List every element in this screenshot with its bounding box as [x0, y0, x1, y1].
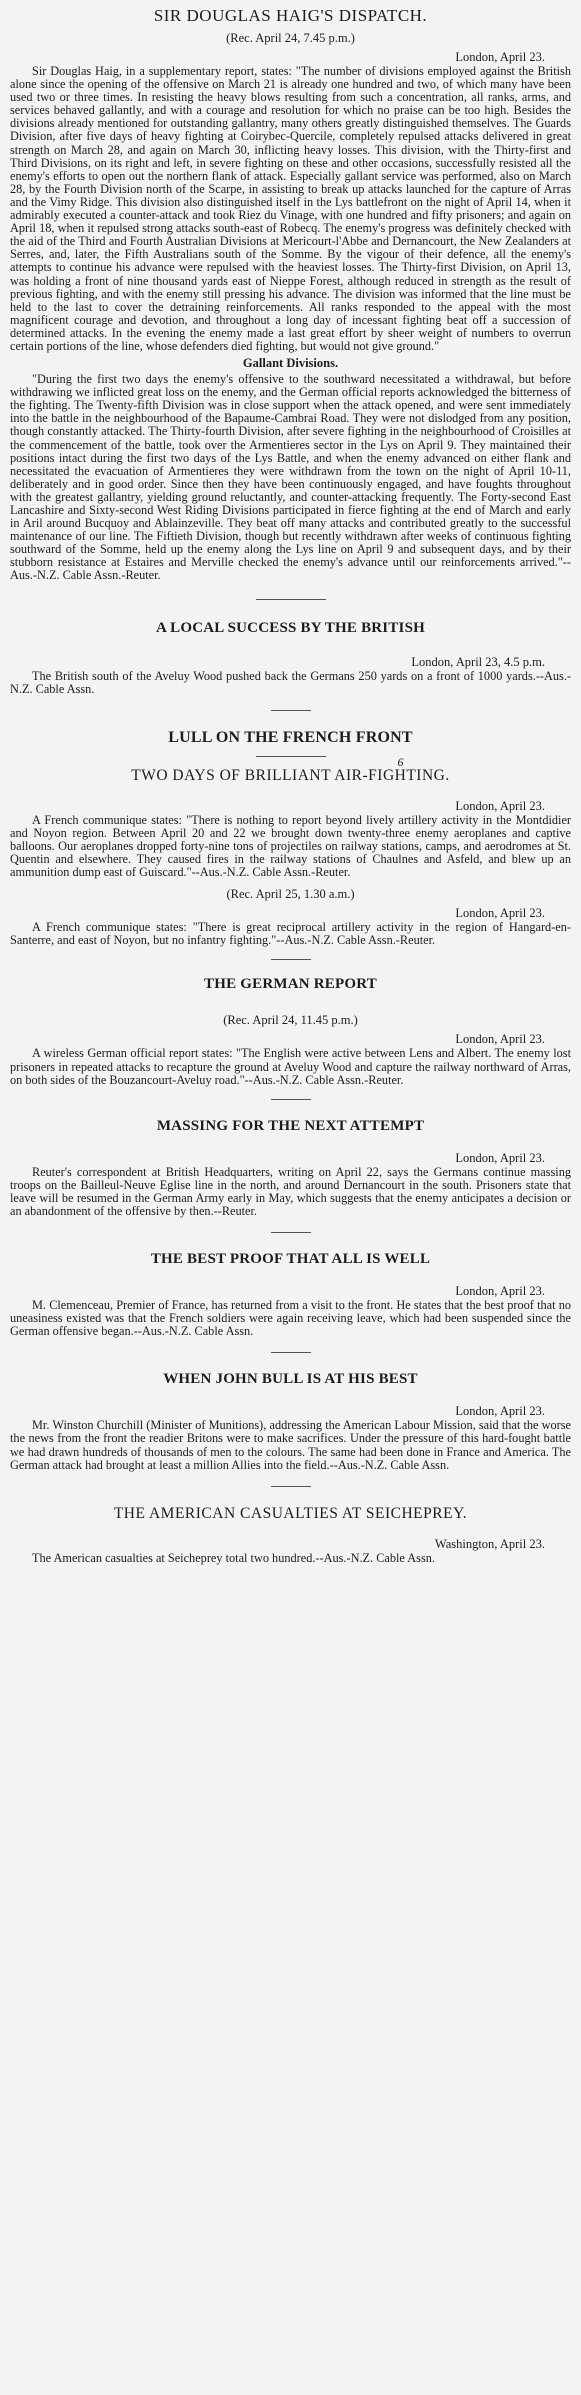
newspaper-column	[0, 6, 581, 1565]
headline: MASSING FOR THE NEXT ATTEMPT	[156, 1117, 425, 1134]
received-note: (Rec. April 24, 11.45 p.m.)	[223, 1013, 358, 1028]
dateline: London, April 23.	[455, 1150, 545, 1165]
divider	[271, 1486, 311, 1487]
received-note: (Rec. April 25, 1.30 a.m.)	[226, 887, 355, 902]
article-french-front	[10, 729, 571, 948]
headline: LULL ON THE FRENCH FRONT	[168, 728, 413, 746]
article-paragraph: "During the first two days the enemy's offensive to the southward necessitated a withdrawal, but before withdrawing we inflicted great loss on the enemy, and the German official reports acknowledged the bitterness of the fighting. The Twenty-fifth Division was in close support when the attack opened, and were sent immediately into the battle in the neighbourhood of the Bapaume-Cambrai Road. They were not dislodged from any position, though constantly attacked. The Thirty-fourth Division, after severe fighting in the neighbourhood of Croisilles at the commencement of the battle, took over the Armentieres sector in the Lys on April 9. They maintained their positions intact during the first two days of the Lys Battle, and when the enemy advanced on either flank and necessitated the evacuation of Armentieres they were withdrawn from the town on the night of April 10-11, deliberately and in good order. Since then they have been continuously engaged, and have foughts throughout with the greatest gallantry, yielding ground reluctantly, and counter-attacking frequently. The Forty-second East Lancashire and Sixty-second West Riding Divisions participated in fierce fighting at the end of March and early in Aril around Bucquoy and Ablainzeville. They beat off many attacks and contributed greatly to the successful maintenance of our line. The Fiftieth Division, though but recently withdrawn after weeks of continuous fighting southward of the Somme, held up the enemy along the Lys line on April 9 and subsequent days, and by their stubborn resistance at Estaires and Merville checked the enemy's advance until our reinforcements arrived."--Aus.-N.Z. Cable Assn.-Reuter.	[10, 372, 571, 583]
article-paragraph: The American casualties at Seicheprey total two hundred.--Aus.-N.Z. Cable Assn.	[32, 1550, 435, 1565]
article-german-report	[10, 976, 571, 1086]
article-paragraph: A wireless German official report states: "The English were active between Lens and Albert. The enemy lost prisoners in repeated attacks to recapture the ground at Aveluy Wood and capture the railway northward of Arras, on both sides of the Bouzancourt-Aveluy road."--Aus.-N.Z. Cable Assn.-Reuter.	[10, 1046, 571, 1087]
sub-headline: TWO DAYS OF BRILLIANT AIR-FIGHTING.	[131, 766, 450, 784]
dateline: London, April 23.	[455, 1032, 545, 1047]
dateline: London, April 23.	[455, 798, 545, 813]
stray-mark: 6	[397, 754, 404, 769]
headline: THE BEST PROOF THAT ALL IS WELL	[150, 1251, 431, 1268]
article-american-casualties	[10, 1505, 571, 1565]
headline: THE AMERICAN CASUALTIES AT SEICHEPREY.	[113, 1504, 468, 1522]
dateline: London, April 23.	[455, 906, 545, 921]
article-best-proof	[10, 1251, 571, 1338]
article-haig-dispatch	[10, 6, 571, 583]
divider	[271, 1232, 311, 1233]
headline: THE GERMAN REPORT	[204, 976, 377, 993]
divider	[271, 1099, 311, 1100]
article-paragraph: M. Clemenceau, Premier of France, has returned from a visit to the front. He states that the best proof that no uneasiness existed was that the French soldiers were again receiving leave, which had been suspended since the German offensive began.--Aus.-N.Z. Cable Assn.	[10, 1298, 571, 1339]
article-paragraph: The British south of the Aveluy Wood pushed back the Germans 250 yards on a front of 1000 yards.--Aus.-N.Z. Cable Assn.	[10, 668, 571, 696]
headline: A LOCAL SUCCESS BY THE BRITISH	[155, 619, 425, 636]
sub-heading: Gallant Divisions.	[242, 356, 339, 371]
received-note: (Rec. April 24, 7.45 p.m.)	[226, 31, 355, 45]
divider	[271, 959, 311, 960]
dateline: London, April 23.	[455, 1284, 545, 1299]
divider	[256, 599, 326, 600]
divider	[271, 710, 311, 711]
article-paragraph: Sir Douglas Haig, in a supplementary report, states: "The number of divisions employed against the British alone since the opening of the offensive on March 21 is already one hundred and two, of which many have been used two or three times. In resisting the heavy blows resulting from such a concentration, all ranks, arms, and services behaved gallantly, and with a courage and resolution for which no praise can be too high. Besides the divisions already mentioned for outstanding gallantry, many others greatly distinguished themselves. The Guards Division, after five days of heavy fighting at Coirybec-Quercile, completely repulsed attacks delivered in great strength on March 28, and again on March 30, inflicting heavy losses. This division, with the Thirty-first and Third Divisions, on its right and left, in severe fighting on these and other occasions, successfully resisted all the enemy's efforts to open out the northern flank of attack. Especially gallant service was performed, also on March 28, by the Fourth Division north of the Scarpe, in assisting to break up attacks launched for the capture of Arras and the Vimy Ridge. This division also distinguished itself in the Lys battlefront on the night of April 14, when it admirably executed a counter-attack and took Riez du Vinage, with one hundred and fifty prisoners; and again on April 18, when it repulsed strong attacks south-east of Robecq. The enemy's progress was definitely checked with the aid of the Third and Fourth Australian Divisions at Mericourt-l'Abbe and Dernancourt, the New Zealanders at Serres, and, later, the Fifth Australians south of the Somme. By the vigour of their defence, all the enemy's attempts to continue his advance were repulsed with the heaviest losses. The Thirty-first Division, on April 13, was holding a front of nine thousand yards east of Nieppe Forest, although reduced in strength as the result of previous fighting, and with the enemy still pressing his advance. The division was informed that the line must be held to the last to cover the detraining reinforcements. All ranks responded to the appeal with the most magnificent courage and devotion, and throughout a long day of incessant fighting beat off a succession of determined attacks. In the evening the enemy made a last great effort by sheer weight of numbers to overrun certain portions of the line, whose defenders died fighting, but would not give ground."	[10, 64, 571, 353]
article-massing	[10, 1118, 571, 1218]
headline: SIR DOUGLAS HAIG'S DISPATCH.	[153, 6, 428, 25]
dateline: Washington, April 23.	[434, 1536, 545, 1551]
dateline: London, April 23, 4.5 p.m.	[411, 654, 545, 669]
article-local-success	[10, 620, 571, 696]
article-paragraph: A French communique states: "There is great reciprocal artillery activity in the region of Hangard-en-Santerre, and east of Noyon, but no infantry fighting."--Aus.-N.Z. Cable Assn.-Reuter.	[10, 920, 571, 948]
dateline: London, April 23.	[455, 1404, 545, 1419]
divider	[271, 1352, 311, 1353]
headline: WHEN JOHN BULL IS AT HIS BEST	[163, 1371, 418, 1388]
article-john-bull	[10, 1371, 571, 1471]
article-paragraph: Reuter's correspondent at British Headquarters, writing on April 22, says the Germans continue massing troops on the Bailleul-Neuve Eglise line in the north, and around Dernancourt in the south. Prisoners state that leave will be resumed in the German Army early in May, which suggests that the enemy anticipates a decision or an abandonment of the offensive by then.--Reuter.	[10, 1164, 571, 1218]
dateline: London, April 23.	[455, 50, 545, 64]
article-paragraph: Mr. Winston Churchill (Minister of Munitions), addressing the American Labour Mission, said that the worse the news from the front the readier Britons were to make sacrifices. Under the pressure of this hard-fought battle we had drawn hundreds of thousands of men to the colours. The same had been done in France and America. The German attack had brought at least a million Allies into the field.--Aus.-N.Z. Cable Assn.	[10, 1418, 571, 1472]
article-paragraph: A French communique states: "There is nothing to report beyond lively artillery activity in the Montdidier and Noyon region. Between April 20 and 22 we brought down twenty-three enemy aeroplanes and captive balloons. Our aeroplanes dropped forty-nine tons of projectiles on railway stations, camps, and aerodromes at St. Quentin and elsewhere. They caused fires in the railway stations of Chaulnes and Asfeld, and blew up an ammunition dump east of Guiscard."--Aus.-N.Z. Cable Assn.-Reuter.	[10, 812, 571, 880]
